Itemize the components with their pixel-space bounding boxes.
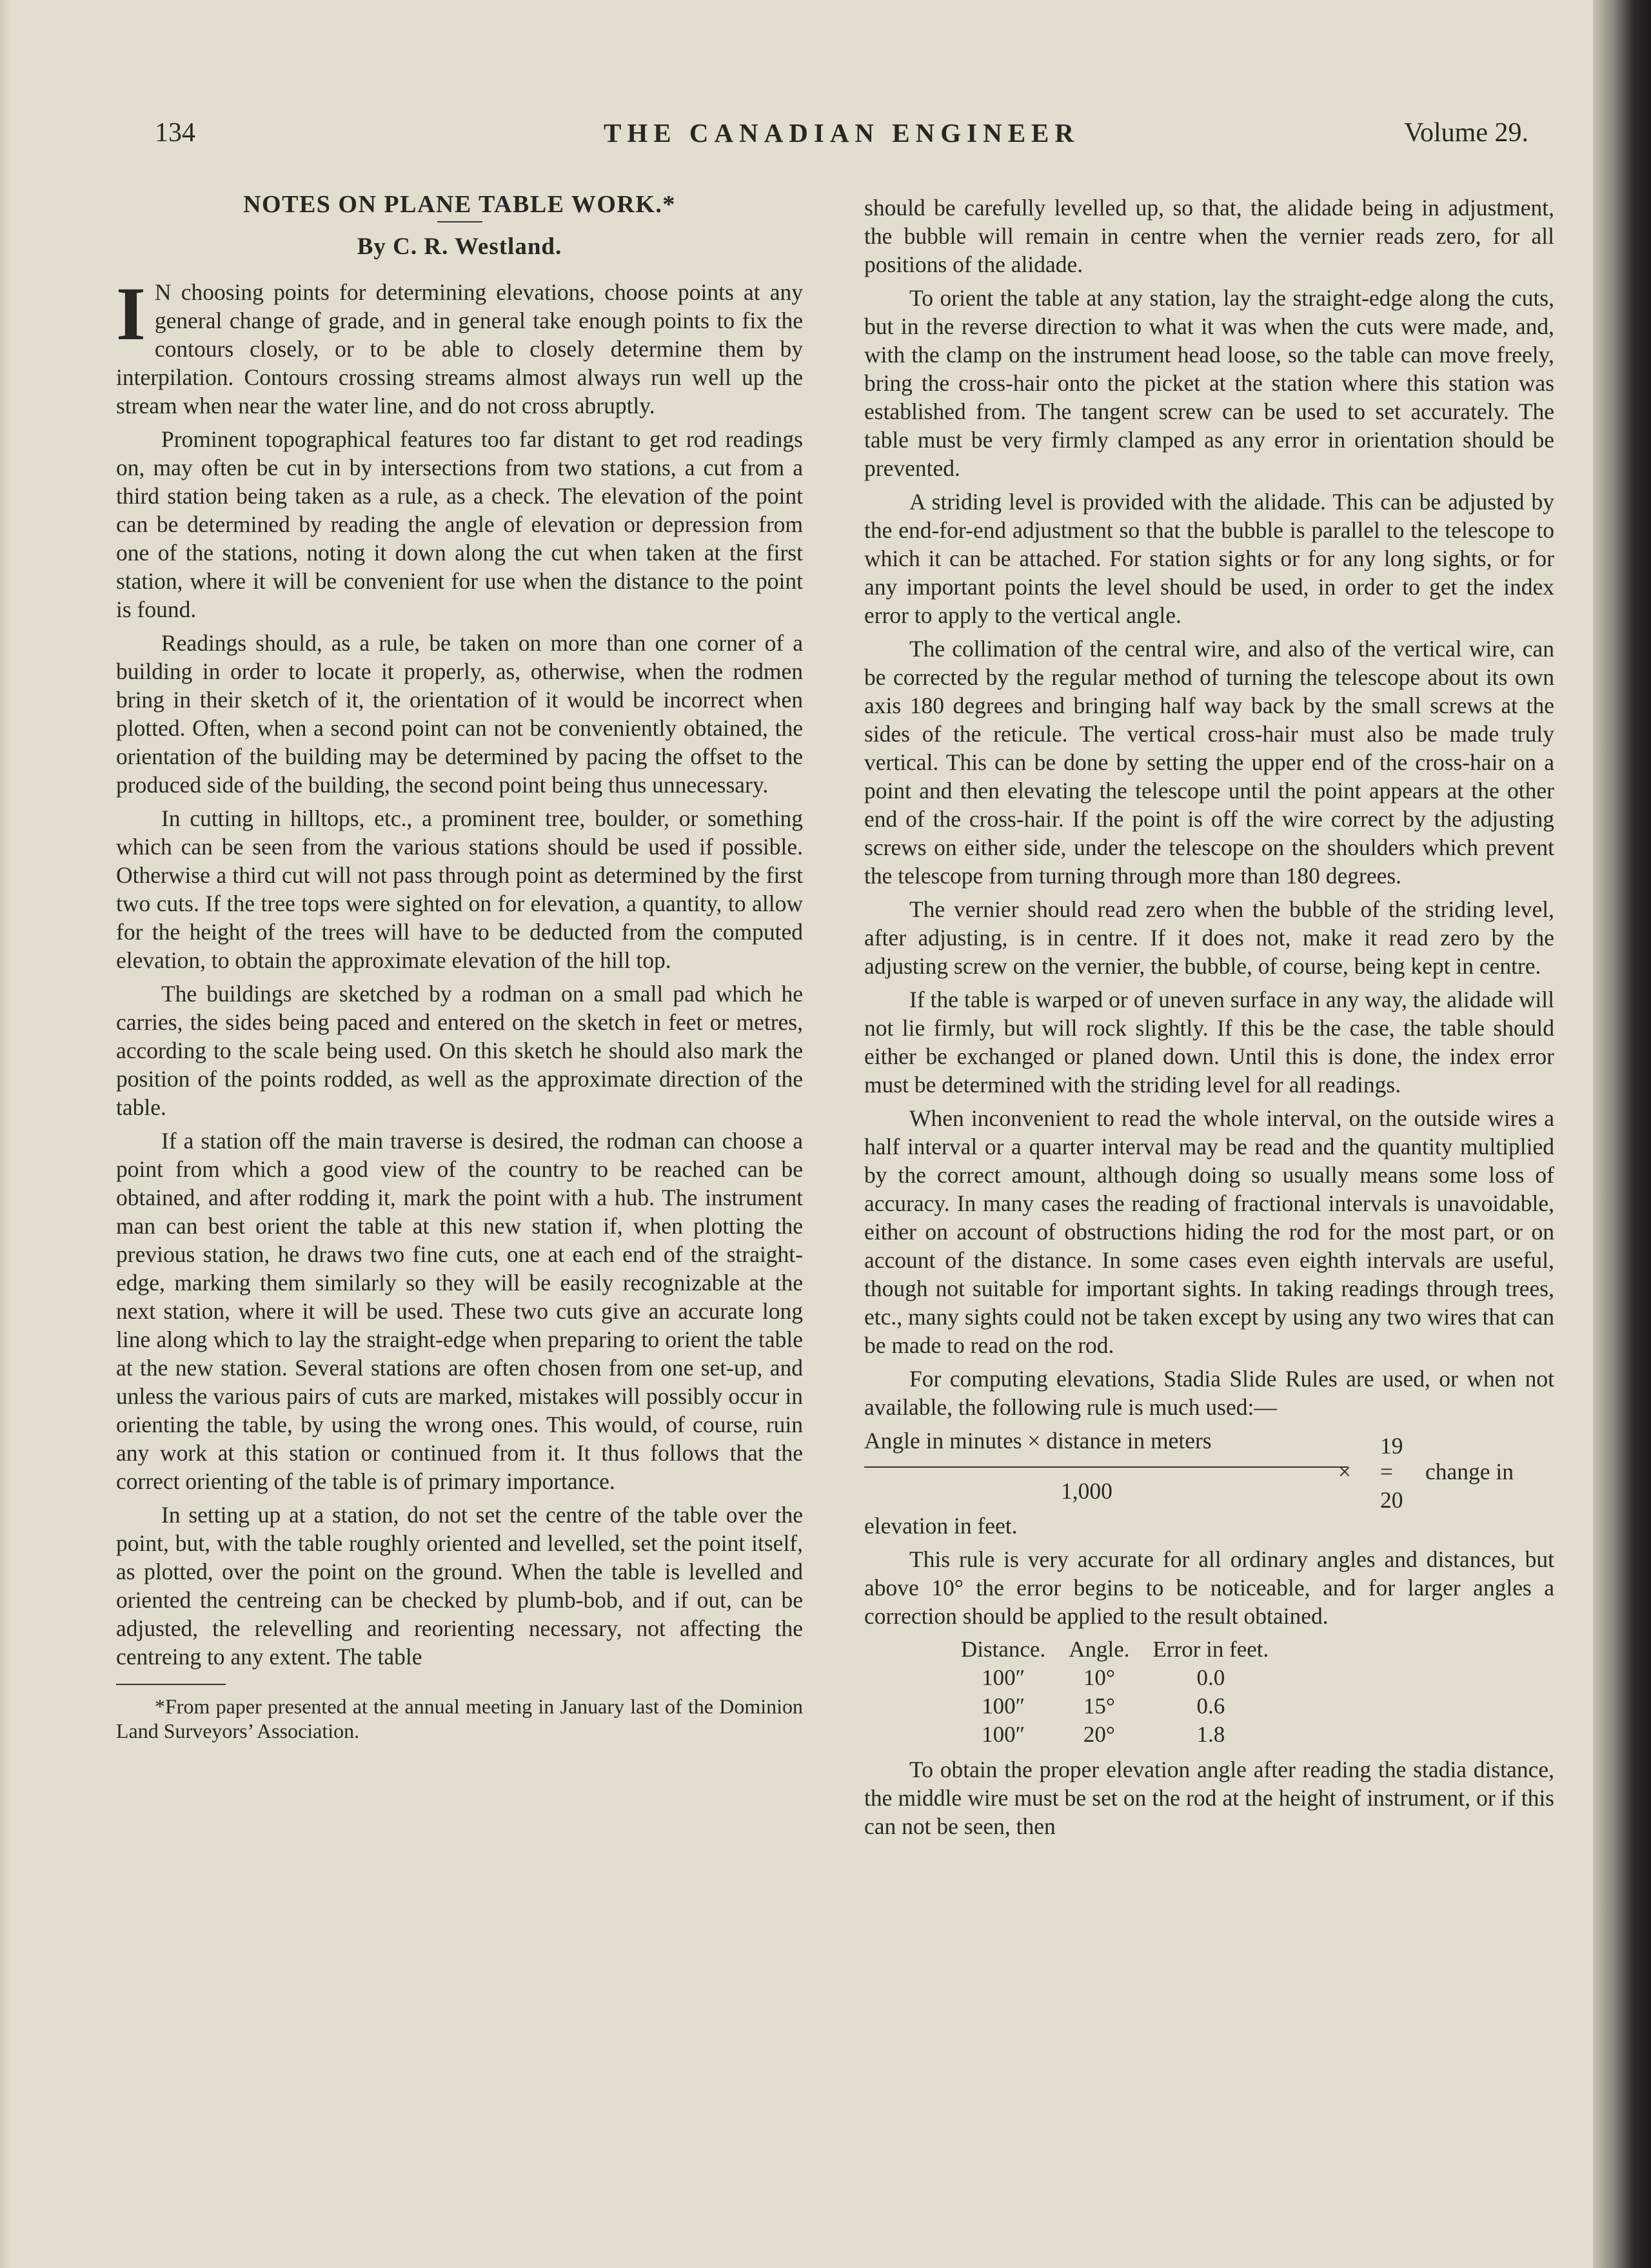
drop-cap: I [116, 271, 146, 356]
article-title: NOTES ON PLANE TABLE WORK.* [243, 191, 676, 218]
table-row [961, 1692, 1292, 1721]
table-cell: 20° [1083, 1722, 1115, 1747]
formula-times-sign: × [1338, 1459, 1352, 1484]
table-row [961, 1664, 1292, 1692]
paragraph: When inconvenient to read the whole interval, on the outside wires a half interval or a quarter interval may be read and the quantity multiplied by the correct amount, although doing so usually means some loss of accuracy. In many cases the reading of fractional intervals is unavoidable, either on account of obstructions hiding the rod for the most part, or on account of the distance. In some cases even eighth intervals are useful, though not suitable for important sights. In taking readings through trees, etc., many sights could not be taken except by using any two wires that can be made to read on the rod. [864, 1105, 1554, 1358]
volume-label: Volume 29. [1404, 118, 1528, 148]
formula-factor-bottom: 20 [1380, 1487, 1403, 1513]
formula-equals-sign: = [1380, 1459, 1394, 1484]
table-cell: 0.6 [1196, 1693, 1225, 1719]
paragraph: Readings should, as a rule, be taken on more than one corner of a building in order to locate it properly, as, otherwise, when the rodmen bring in their sketch of it, the orientation of it would be incorrect when plotted. Often, when a second point can not be conveniently obtained, the orientation of the building may be determined by pacing the offset to the produced side of the building, the second point being thus unnecessary. [116, 630, 803, 798]
paragraph: The vernier should read zero when the bubble of the striding level, after adjusting, is in centre. If it does not, make it read zero by the adjusting screw on the vernier, the bubble, of course, being kept in centre. [864, 896, 1554, 979]
book-spine-shadow [1593, 0, 1651, 2268]
formula-factor-top: 19 [1380, 1433, 1403, 1459]
footnote: *From paper presented at the annual meeting in January last of the Dominion Land Surveyors’ Association. [116, 1695, 803, 1742]
table-header-distance: Distance. [961, 1637, 1046, 1662]
error-table [961, 1635, 1292, 1749]
paragraph: The collimation of the central wire, and also of the vertical wire, can be corrected by the regular method of turning the telescope about its own axis 180 degrees and bringing half way back by the small screws at the sides of the reticule. The vertical cross-hair must also be made truly vertical. This can be done by setting the upper end of the cross-hair on a point and then elevating the telescope until the point appears at the other end of the cross-hair. If the point is off the wire correct by the adjusting screws on either side, under the telescope on the shoulders which prevent the telescope from turning through more than 180 degrees. [864, 636, 1554, 889]
paragraph: Prominent topographical features too far distant to get rod readings on, may often be cut in by intersections from two stations, a cut from a third station being taken as a rule, as a check. The elevation of the point can be determined by reading the angle of elevation or depression from one of the stations, noting it down along the cut when taken at the first station, where it will be convenient for use when the distance to the point is found. [116, 426, 803, 622]
paragraph: To obtain the proper elevation angle after reading the stadia distance, the middle wire must be set on the rod at the height of instrument, or if this can not be seen, then [864, 1757, 1554, 1839]
table-row [961, 1721, 1292, 1749]
left-column [116, 190, 803, 1743]
formula-denominator: 1,000 [1061, 1478, 1112, 1504]
page-left-edge [0, 0, 12, 2268]
paragraph: To orient the table at any station, lay the straight-edge along the cuts, but in the reverse direction to what it was when the cuts were made, and, with the clamp on the instrument head loose, so the table can move freely, bring the cross-hair onto the picket at the station where this station was established from. The tangent screw can be used to set accurately. The table must be very firmly clamped as any error in orientation should be prevented. [864, 285, 1554, 481]
table-cell: 15° [1083, 1693, 1115, 1719]
title-divider [437, 221, 482, 222]
formula-continuation: elevation in feet. [864, 1513, 1018, 1539]
footnote-divider [116, 1684, 226, 1685]
table-header-row [961, 1635, 1292, 1664]
article-byline: By C. R. Westland. [357, 233, 562, 260]
formula-numerator: Angle in minutes × distance in meters [864, 1428, 1212, 1454]
right-column [864, 193, 1554, 1846]
paragraph: This rule is very accurate for all ordinary angles and distances, but above 10° the error begins to be noticeable, and for larger angles a correction should be applied to the result obtained. [864, 1546, 1554, 1629]
table-cell: 1.8 [1196, 1722, 1225, 1747]
table-cell: 100″ [982, 1665, 1025, 1690]
journal-title: THE CANADIAN ENGINEER [603, 118, 1080, 148]
paragraph: should be carefully levelled up, so that, the alidade being in adjustment, the bubble will remain in centre when the vernier reads zero, for all positions of the alidade. [864, 195, 1554, 277]
running-header [155, 117, 1528, 156]
table-cell: 100″ [982, 1693, 1025, 1719]
formula-result: change in [1425, 1459, 1514, 1484]
table-cell: 0.0 [1196, 1665, 1225, 1690]
paragraph: If a station off the main traverse is desired, the rodman can choose a point from which a good view of the country to be reached can be obtained, and after rodding it, mark the point with a hub. The instrument man can best orient the table at this new station if, when plotting the previous station, he draws two fine cuts, one at each end of the straight-edge, marking them similarly so they will be easily recognizable at the next station, where it will be used. These two cuts give an accurate long line along which to lay the straight-edge when preparing to orient the table at the new station. Several stations are often chosen from one set-up, and unless the various pairs of cuts are marked, mistakes will possibly occur in orienting the table, by using the wrong ones. This would, of course, ruin any work at this station or continued from it. It thus follows that the correct orienting of the table is of primary importance. [116, 1128, 803, 1494]
table-cell: 100″ [982, 1722, 1025, 1747]
page-number: 134 [155, 118, 195, 148]
paragraph: I N choosing points for determining elevations, choose points at any general change of grade, and in general take enough points to fix the contours closely, or to be able to closely determine them by interpilation. Contours crossing streams almost always run well up the stream when near the water line, and do not cross abruptly. [116, 271, 803, 419]
paragraph: In setting up at a station, do not set the centre of the table over the point, but, with the table roughly oriented and levelled, set the point itself, as plotted, over the point on the ground. When the table is levelled and oriented the centreing can be checked by plumb-bob, and if out, can be adjusted, the relevelling and reorienting necessary, not affecting the centreing to any extent. The table [116, 1502, 803, 1670]
fraction-bar [864, 1466, 1348, 1468]
paragraph: If the table is warped or of uneven surface in any way, the alidade will not lie firmly, but will rock slightly. If this be the case, the table should either be exchanged or planed down. Until this is done, the index error must be determined with the striding level for all readings. [864, 987, 1554, 1098]
paragraph: In cutting in hilltops, etc., a prominent tree, boulder, or something which can be seen from the various stations should be used if possible. Otherwise a third cut will not pass through point as determined by the first two cuts. If the tree tops were sighted on for elevation, a quantity, to allow for the height of the trees will have to be deducted from the computed elevation, to obtain the approximate elevation of the hill top. [116, 805, 803, 973]
table-cell: 10° [1083, 1665, 1115, 1690]
table-header-error: Error in feet. [1152, 1637, 1269, 1662]
paragraph: The buildings are sketched by a rodman on a small pad which he carries, the sides being paced and entered on the sketch in feet or metres, according to the scale being used. On this sketch he should also mark the position of the points rodded, as well as the approximate direction of the table. [116, 981, 803, 1120]
paragraph: A striding level is provided with the alidade. This can be adjusted by the end-for-end adjustment so that the bubble is parallel to the telescope to which it can be attached. For station sights or for any long sights, or for any important points the level should be used, in order to get the index error to apply to the vertical angle. [864, 489, 1554, 628]
elevation-formula [864, 1426, 1554, 1512]
table-header-angle: Angle. [1069, 1637, 1130, 1662]
paragraph: For computing elevations, Stadia Slide Rules are used, or when not available, the following rule is much used:— [864, 1366, 1554, 1420]
